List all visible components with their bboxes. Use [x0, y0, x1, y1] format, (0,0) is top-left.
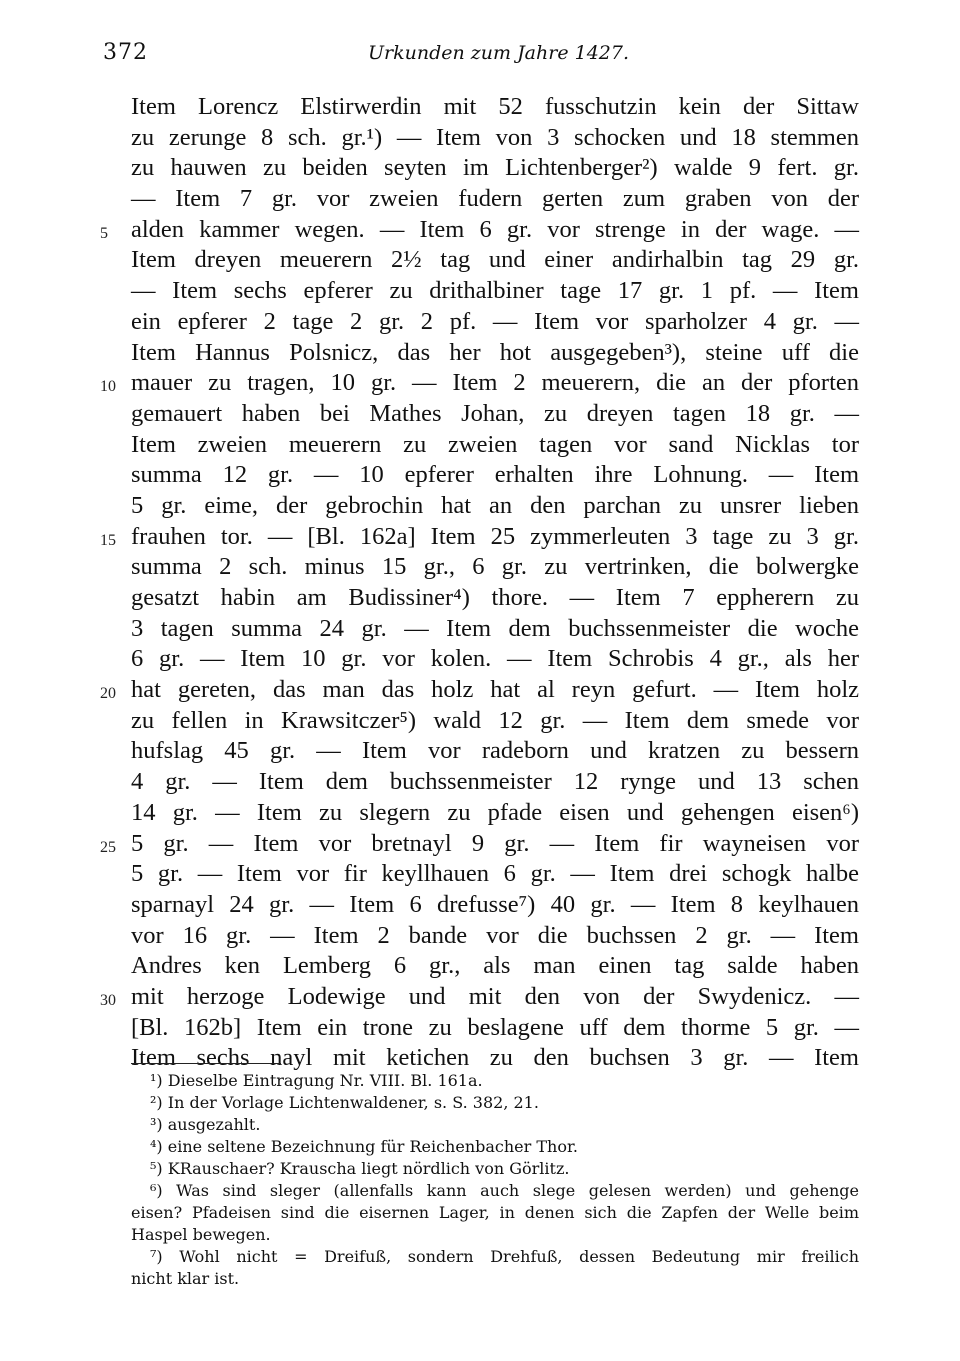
footnote — [0, 1180, 960, 1202]
text-line — [0, 675, 960, 706]
footnote-text: ⁴) eine seltene Bezeichnung für Reichenbacher Thor. — [150, 1137, 578, 1156]
line-text: zu hauwen zu beiden seyten im Lichtenberger²) walde 9 fert. gr. — [131, 154, 859, 182]
line-text: sparnayl 24 gr. — Item 6 drefusse⁷) 40 gr. — Item 8 keylhauen — [131, 890, 859, 918]
text-line — [0, 338, 960, 369]
text-line — [0, 890, 960, 921]
text-line — [0, 215, 960, 246]
footnotes — [0, 1070, 960, 1290]
text-line — [0, 522, 960, 553]
line-text: [Bl. 162b] Item ein trone zu beslagene uff dem thorme 5 gr. — — [131, 1013, 859, 1041]
text-line — [0, 614, 960, 645]
line-text: vor 16 gr. — Item 2 bande vor die buchssen 2 gr. — Item — [131, 921, 859, 949]
line-number: 10 — [100, 378, 116, 396]
footnote-text: Haspel bewegen. — [131, 1225, 271, 1244]
footnote-text: ²) In der Vorlage Lichtenwaldener, s. S. 382, 21. — [150, 1093, 539, 1112]
text-line — [0, 859, 960, 890]
line-text: summa 12 gr. — 10 epferer erhalten ihre Lohnung. — Item — [131, 461, 859, 489]
text-line — [0, 552, 960, 583]
line-number: 5 — [100, 224, 108, 242]
footnote-text: ¹) Dieselbe Eintragung Nr. VIII. Bl. 161a. — [150, 1071, 483, 1090]
text-line — [0, 153, 960, 184]
line-text: hat gereten, das man das holz hat al reyn gefurt. — Item holz — [131, 676, 859, 704]
text-line — [0, 460, 960, 491]
line-text: alden kammer wegen. — Item 6 gr. vor strenge in der wage. — — [131, 215, 859, 243]
footnote — [0, 1136, 960, 1158]
line-text: Item dreyen meuerern 2½ tag und einer andirhalbin tag 29 gr. — [131, 246, 859, 274]
footnote-text: ⁷) Wohl nicht = Dreifuß, sondern Drehfuß, dessen Bedeutung mir freilich — [150, 1247, 859, 1266]
text-line — [0, 921, 960, 952]
text-line — [0, 951, 960, 982]
line-text: — Item 7 gr. vor zweien fudern gerten zum graben von der — [131, 185, 859, 213]
line-text: Item Lorencz Elstirwerdin mit 52 fusschutzin kein der Sittaw — [131, 93, 859, 120]
text-line — [0, 767, 960, 798]
footnote-text: ³) ausgezahlt. — [150, 1115, 261, 1134]
text-line — [0, 368, 960, 399]
line-text: gemauert haben bei Mathes Johan, zu dreyen tagen 18 gr. — — [131, 399, 859, 427]
text-line — [0, 706, 960, 737]
text-line — [0, 123, 960, 154]
line-text: 5 gr. — Item vor fir keyllhauen 6 gr. — Item drei schogk halbe — [131, 860, 859, 888]
line-text: gesatzt habin am Budissiner⁴) thore. — Item 7 eppherern zu — [131, 584, 859, 611]
footnote — [0, 1246, 960, 1268]
text-line — [0, 982, 960, 1013]
line-text: 4 gr. — Item dem buchssenmeister 12 rynge und 13 schen — [131, 768, 859, 796]
page-number: 372 — [103, 40, 148, 65]
text-line — [0, 644, 960, 675]
footnote — [0, 1070, 960, 1092]
line-number: 30 — [100, 991, 116, 1009]
line-text: Item Hannus Polsnicz, das her hot ausgegeben³), steine uff die — [131, 338, 859, 366]
line-text: Item zweien meuerern zu zweien tagen vor sand Nicklas tor — [131, 430, 859, 458]
footnote-text: ⁶) Was sind sleger (allenfalls kann auch slege gelesen werden) und gehenge — [150, 1181, 859, 1200]
line-text: summa 2 sch. minus 15 gr., 6 gr. zu vertrinken, die bolwergke — [131, 553, 859, 581]
footnote — [0, 1114, 960, 1136]
line-text: ein epferer 2 tage 2 gr. 2 pf. — Item vor sparholzer 4 gr. — — [131, 307, 859, 335]
footnote — [0, 1224, 960, 1246]
line-text: zu fellen in Krawsitczer⁵) wald 12 gr. — Item dem smede vor — [131, 706, 859, 734]
line-text: mit herzoge Lodewige und mit den von der Swydenicz. — — [131, 982, 859, 1010]
text-line — [0, 399, 960, 430]
line-text: 3 tagen summa 24 gr. — Item dem buchssenmeister die woche — [131, 614, 859, 642]
footnote — [0, 1158, 960, 1180]
text-line — [0, 245, 960, 276]
line-text: zu zerunge 8 sch. gr.¹) — Item von 3 schocken und 18 stemmen — [131, 123, 859, 151]
line-text: 14 gr. — Item zu slegern zu pfade eisen und gehengen eisen⁶) — [131, 798, 859, 826]
text-line — [0, 1013, 960, 1044]
line-number: 20 — [100, 685, 116, 703]
main-text — [0, 92, 960, 1074]
text-line — [0, 798, 960, 829]
footnote-divider — [131, 1063, 281, 1064]
line-text: Item sechs nayl mit ketichen zu den buchsen 3 gr. — Item — [131, 1044, 859, 1072]
text-line — [0, 276, 960, 307]
footnote-text: eisen? Pfadeisen sind die eisernen Lager, in denen sich die Zapfen der Welle beim — [131, 1203, 859, 1222]
text-line — [0, 430, 960, 461]
text-line — [0, 307, 960, 338]
line-number: 25 — [100, 838, 116, 856]
line-text: — Item sechs epferer zu drithalbiner tage 17 gr. 1 pf. — Item — [131, 277, 859, 305]
line-text: frauhen tor. — [Bl. 162a] Item 25 zymmerleuten 3 tage zu 3 gr. — [131, 522, 859, 550]
text-line — [0, 829, 960, 860]
text-line — [0, 736, 960, 767]
footnote — [0, 1268, 960, 1290]
line-text: 5 gr. eime, der gebrochin hat an den parchan zu unsrer lieben — [131, 491, 859, 519]
line-text: 5 gr. — Item vor bretnayl 9 gr. — Item fir wayneisen vor — [131, 829, 859, 857]
line-text: Andres ken Lemberg 6 gr., als man einen tag salde haben — [131, 952, 859, 980]
footnote-text: ⁵) KRauschaer? Krauscha liegt nördlich von Görlitz. — [150, 1159, 570, 1178]
text-line — [0, 184, 960, 215]
running-head: Urkunden zum Jahre 1427. — [368, 42, 630, 64]
footnote — [0, 1092, 960, 1114]
text-line — [0, 491, 960, 522]
page-header — [103, 40, 863, 80]
footnote — [0, 1202, 960, 1224]
line-number: 15 — [100, 531, 116, 549]
line-text: 6 gr. — Item 10 gr. vor kolen. — Item Schrobis 4 gr., als her — [131, 645, 859, 673]
text-line — [0, 92, 960, 123]
text-line — [0, 583, 960, 614]
line-text: mauer zu tragen, 10 gr. — Item 2 meuerern, die an der pforten — [131, 369, 859, 397]
footnote-text: nicht klar ist. — [131, 1269, 240, 1288]
line-text: hufslag 45 gr. — Item vor radeborn und kratzen zu bessern — [131, 737, 859, 765]
